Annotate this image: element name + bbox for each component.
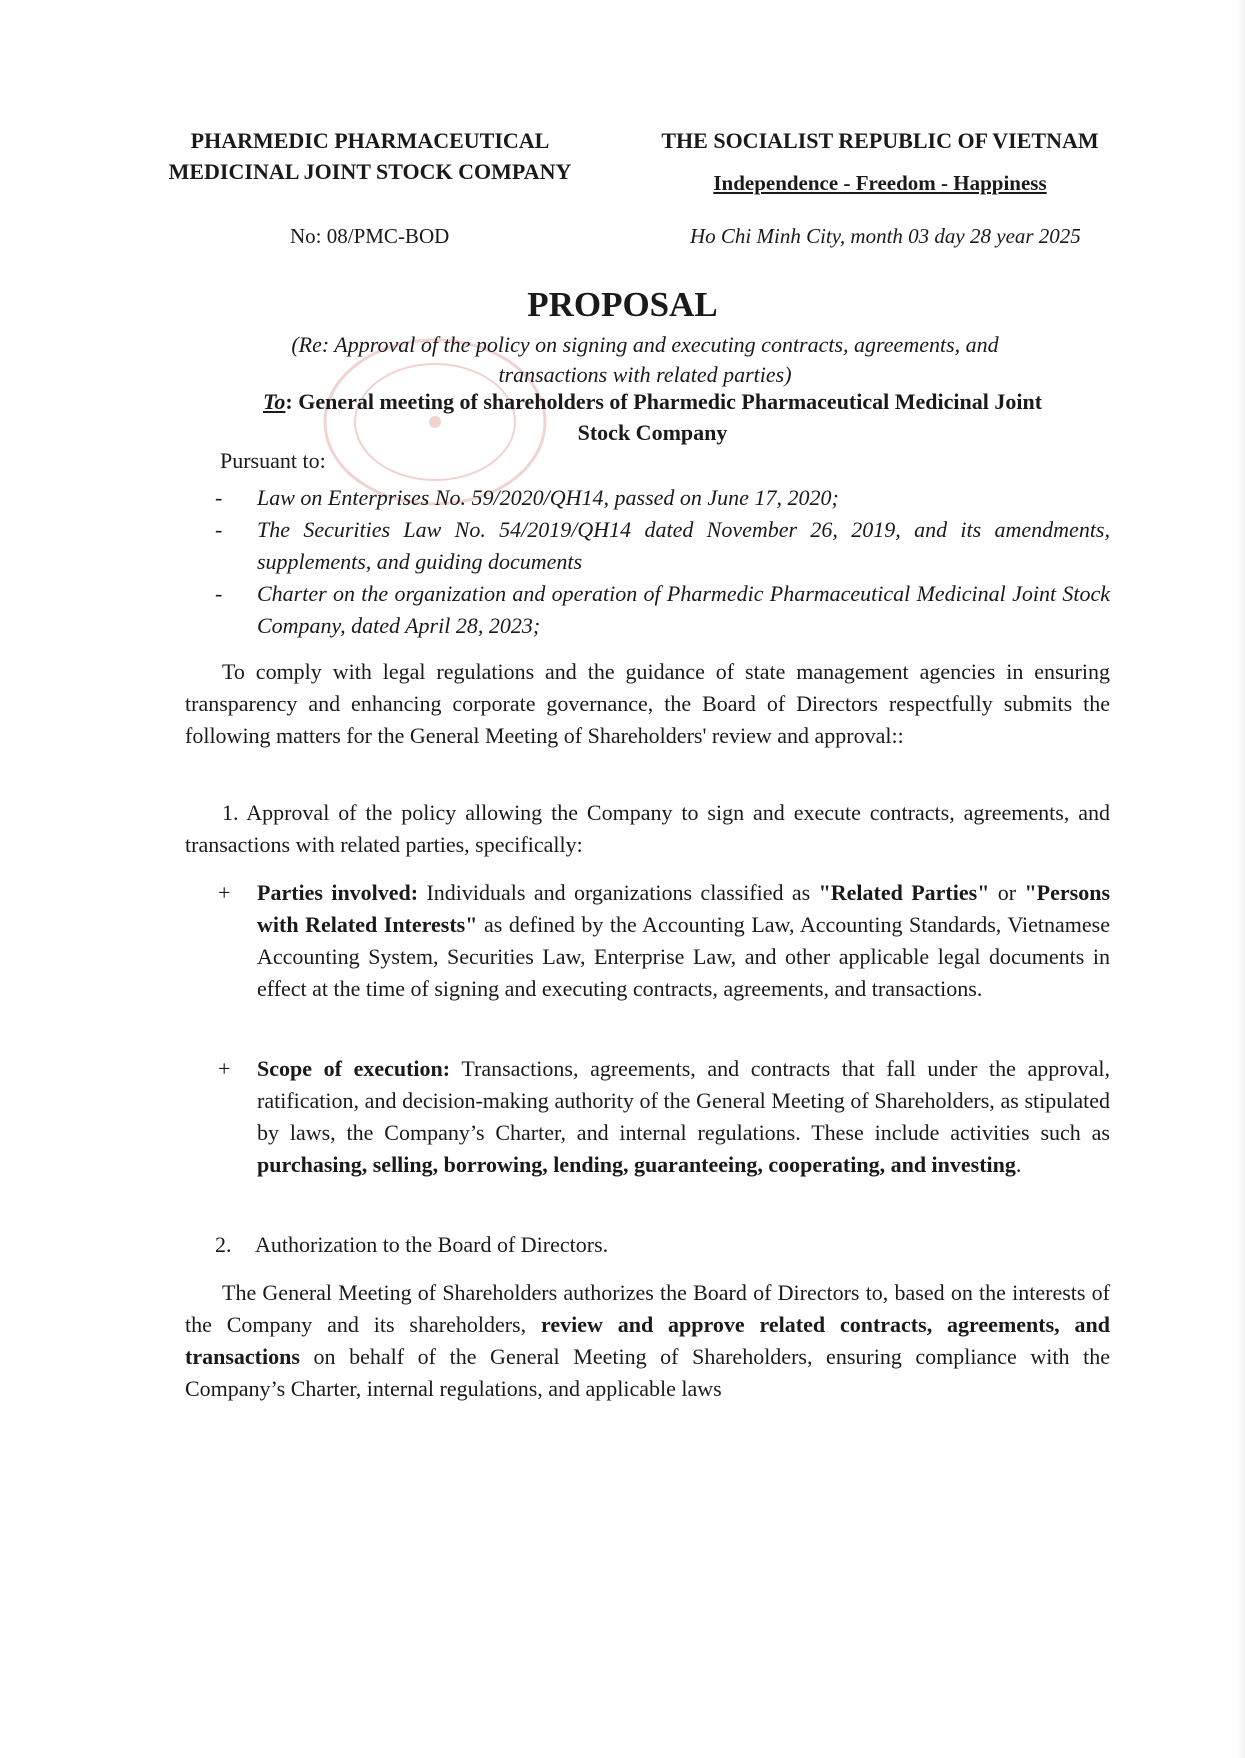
legal-basis-item [215,578,1110,642]
legal-basis-text: The Securities Law No. 54/2019/QH14 dated November 26, 2019, and its amendments, supplements, and guiding documents [257,517,1110,574]
company-name-block [140,125,600,187]
company-name-line2: MEDICINAL JOINT STOCK COMPANY [168,159,572,184]
item-2 [215,1229,1110,1261]
document-date: Ho Chi Minh City, month 03 day 28 year 2025 [690,224,1081,248]
parties-label: Parties involved: [257,880,419,905]
pursuant-heading: Pursuant to: [220,448,326,473]
final-paragraph: The General Meeting of Shareholders authorizes the Board of Directors to, based on the interests of the Company and its shareholders, review and approve related contracts, agreements, and transactions on behalf of the General Meeting of Shareholders, ensuring compliance with the Company’s Charter, internal regulations, and applicable laws [185,1280,1110,1401]
document-number: No: 08/PMC-BOD [290,224,450,248]
bullet-plus: + [218,880,231,905]
republic-block [630,125,1130,199]
scan-edge-shadow [1237,0,1245,1758]
legal-basis-text: Law on Enterprises No. 59/2020/QH14, passed on June 17, 2020; [257,485,839,510]
subject-line-1: (Re: Approval of the policy on signing and executing contracts, agreements, and [291,332,999,357]
parties-involved-item: + Parties involved: Individuals and organizations classified as "Related Parties" or "Persons with Related Interests" as defined by the Accounting Law, Accounting Standards, Vietnamese Accounting System, Securities Law, Enterprise Law, and other applicable legal documents in effect at the time of signing and executing contracts, agreements, and transactions. [215,877,1110,1005]
bullet-dash: - [215,581,223,606]
national-motto: Independence - Freedom - Happiness [713,171,1047,195]
intro-paragraph: To comply with legal regulations and the guidance of state management agencies in ensuring transparency and enhancing corporate governance, the Board of Directors respectfully submits the following matters for the General Meeting of Shareholders' review and approval:: [185,659,1110,748]
subject-line-2: transactions with related parties) [498,362,792,387]
legal-basis-text: Charter on the organization and operation of Pharmedic Pharmaceutical Medicinal Joint Stock Company, dated April 28, 2023; [257,581,1110,638]
company-name-line1: PHARMEDIC PHARMACEUTICAL [190,128,550,153]
bullet-dash: - [215,485,223,510]
item-1: 1. Approval of the policy allowing the Company to sign and execute contracts, agreements, and transactions with related parties, specifically: [185,800,1110,857]
bullet-plus: + [218,1056,231,1081]
subject-line [215,330,1075,390]
recipient-label: To [262,389,286,414]
republic-name: THE SOCIALIST REPUBLIC OF VIETNAM [661,128,1099,153]
recipient-text-2: Stock Company [577,420,728,445]
scope-label: Scope of execution: [257,1056,451,1081]
recipient-line [185,386,1120,448]
scope-of-execution-item: + Scope of execution: Transactions, agreements, and contracts that fall under the approval, ratification, and decision-making authority of the General Meeting of Shareholders, as stipulated by laws, the Company’s Charter, and internal regulations. These include activities such as purchasing, selling, borrowing, lending, guaranteeing, cooperating, and investing. [215,1053,1110,1181]
recipient-text-1: : General meeting of shareholders of Pharmedic Pharmaceutical Medicinal Joint [285,389,1043,414]
legal-basis-item [215,514,1110,578]
document-title: PROPOSAL [527,285,718,324]
item-2-text: Authorization to the Board of Directors. [255,1232,609,1257]
legal-basis-item [215,482,1110,514]
bullet-dash: - [215,517,223,542]
item-2-number: 2. [215,1232,232,1257]
